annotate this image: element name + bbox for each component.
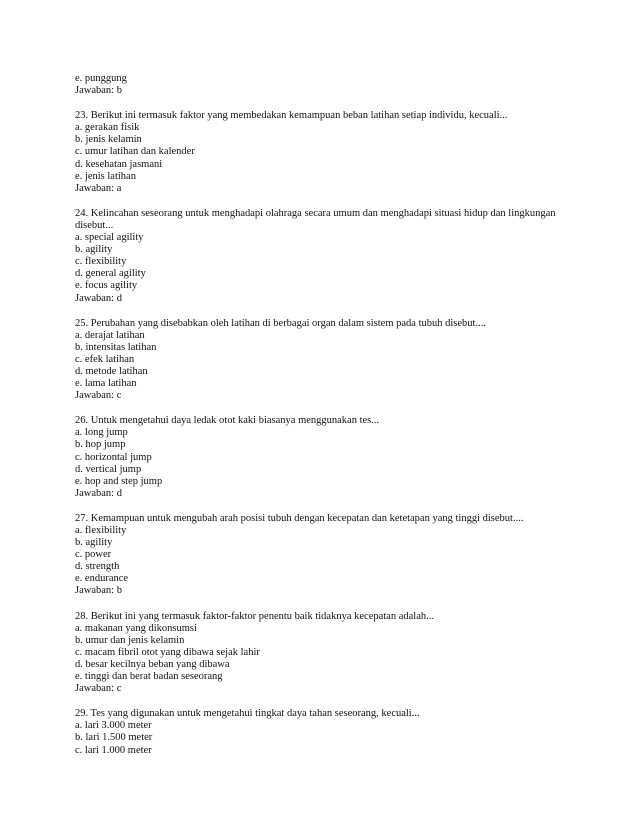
option-line: e. focus agility bbox=[75, 280, 138, 292]
option-line: c. power bbox=[75, 549, 112, 561]
answer-line: Jawaban: d bbox=[75, 292, 122, 304]
option-line: a. long jump bbox=[75, 427, 128, 439]
option-line: d. general agility bbox=[75, 268, 146, 280]
option-line: c. flexibility bbox=[75, 256, 127, 268]
option-line: a. flexibility bbox=[75, 525, 127, 536]
question-block-24 bbox=[75, 208, 598, 305]
question-text: 23. Berikut ini termasuk faktor yang membedakan kemampuan beban latihan setiap individu, kecuali... bbox=[75, 110, 508, 122]
option-line: d. metode latihan bbox=[75, 365, 148, 377]
option-line: a. derajat latihan bbox=[75, 329, 145, 341]
option-line: a. gerakan fisik bbox=[75, 122, 140, 134]
answer-line: Jawaban: c bbox=[75, 390, 122, 402]
option-line: d. besar kecilnya beban yang dibawa bbox=[75, 658, 230, 670]
option-line: c. macam fibril otot yang dibawa sejak lahir bbox=[75, 646, 260, 658]
question-block-25 bbox=[75, 318, 598, 403]
question-text-continued: disebut... bbox=[75, 219, 114, 231]
question-block-26 bbox=[75, 415, 598, 500]
question-text: 28. Berikut ini yang termasuk faktor-faktor penentu baik tidaknya kecepatan adalah... bbox=[75, 610, 434, 622]
option-line: a. lari 3.000 meter bbox=[75, 720, 152, 732]
option-line: c. horizontal jump bbox=[75, 451, 152, 463]
option-line: c. lari 1.000 meter bbox=[75, 744, 152, 756]
option-line: b. jenis kelamin bbox=[75, 134, 142, 146]
answer-line: Jawaban: d bbox=[75, 487, 122, 499]
option-line: e. endurance bbox=[75, 573, 129, 585]
option-line: e. hop and step jump bbox=[75, 475, 163, 487]
option-line: d. kesehatan jasmani bbox=[75, 158, 163, 170]
question-text: 26. Untuk mengetahui daya ledak otot kaki biasanya menggunakan tes... bbox=[75, 415, 380, 427]
option-line: b. intensitas latihan bbox=[75, 341, 157, 353]
option-line: b. agility bbox=[75, 244, 113, 256]
option-line: d. strength bbox=[75, 561, 120, 573]
option-line: c. umur latihan dan kalender bbox=[75, 146, 195, 158]
option-line: b. hop jump bbox=[75, 439, 126, 451]
option-line: a. special agility bbox=[75, 232, 144, 244]
question-text: 24. Kelincahan seseorang untuk menghadapi olahraga secara umum dan menghadapi situasi hidup dan lingkungan bbox=[75, 207, 556, 219]
answer-line: Jawaban: b bbox=[75, 85, 122, 97]
answer-line: Jawaban: a bbox=[75, 182, 122, 194]
option-line: b. agility bbox=[75, 537, 113, 549]
answer-line: Jawaban: b bbox=[75, 585, 122, 597]
question-block-23 bbox=[75, 110, 598, 195]
option-line: b. lari 1.500 meter bbox=[75, 732, 153, 744]
option-line: e. lama latihan bbox=[75, 378, 137, 390]
option-line: e. jenis latihan bbox=[75, 170, 136, 182]
option-line: b. umur dan jenis kelamin bbox=[75, 634, 185, 646]
question-block-29 bbox=[75, 708, 598, 756]
option-line: e. punggung bbox=[75, 73, 127, 84]
option-line: e. tinggi dan berat badan seseorang bbox=[75, 671, 223, 683]
option-line: a. makanan yang dikonsumsi bbox=[75, 622, 197, 634]
option-line: c. efek latihan bbox=[75, 353, 135, 365]
question-block-28 bbox=[75, 611, 598, 696]
option-line: d. vertical jump bbox=[75, 463, 142, 475]
question-text: 27. Kemampuan untuk mengubah arah posisi tubuh dengan kecepatan dan ketetapan yang tinggi disebut.... bbox=[75, 512, 524, 524]
question-text: 29. Tes yang digunakan untuk mengetahui tingkat daya tahan seseorang, kecuali... bbox=[75, 708, 420, 720]
question-block-27 bbox=[75, 513, 598, 598]
question-text: 25. Perubahan yang disebabkan oleh latihan di berbagai organ dalam sistem pada tubuh disebut.... bbox=[75, 317, 486, 329]
question-block-22 bbox=[75, 73, 598, 97]
answer-line: Jawaban: c bbox=[75, 683, 122, 695]
